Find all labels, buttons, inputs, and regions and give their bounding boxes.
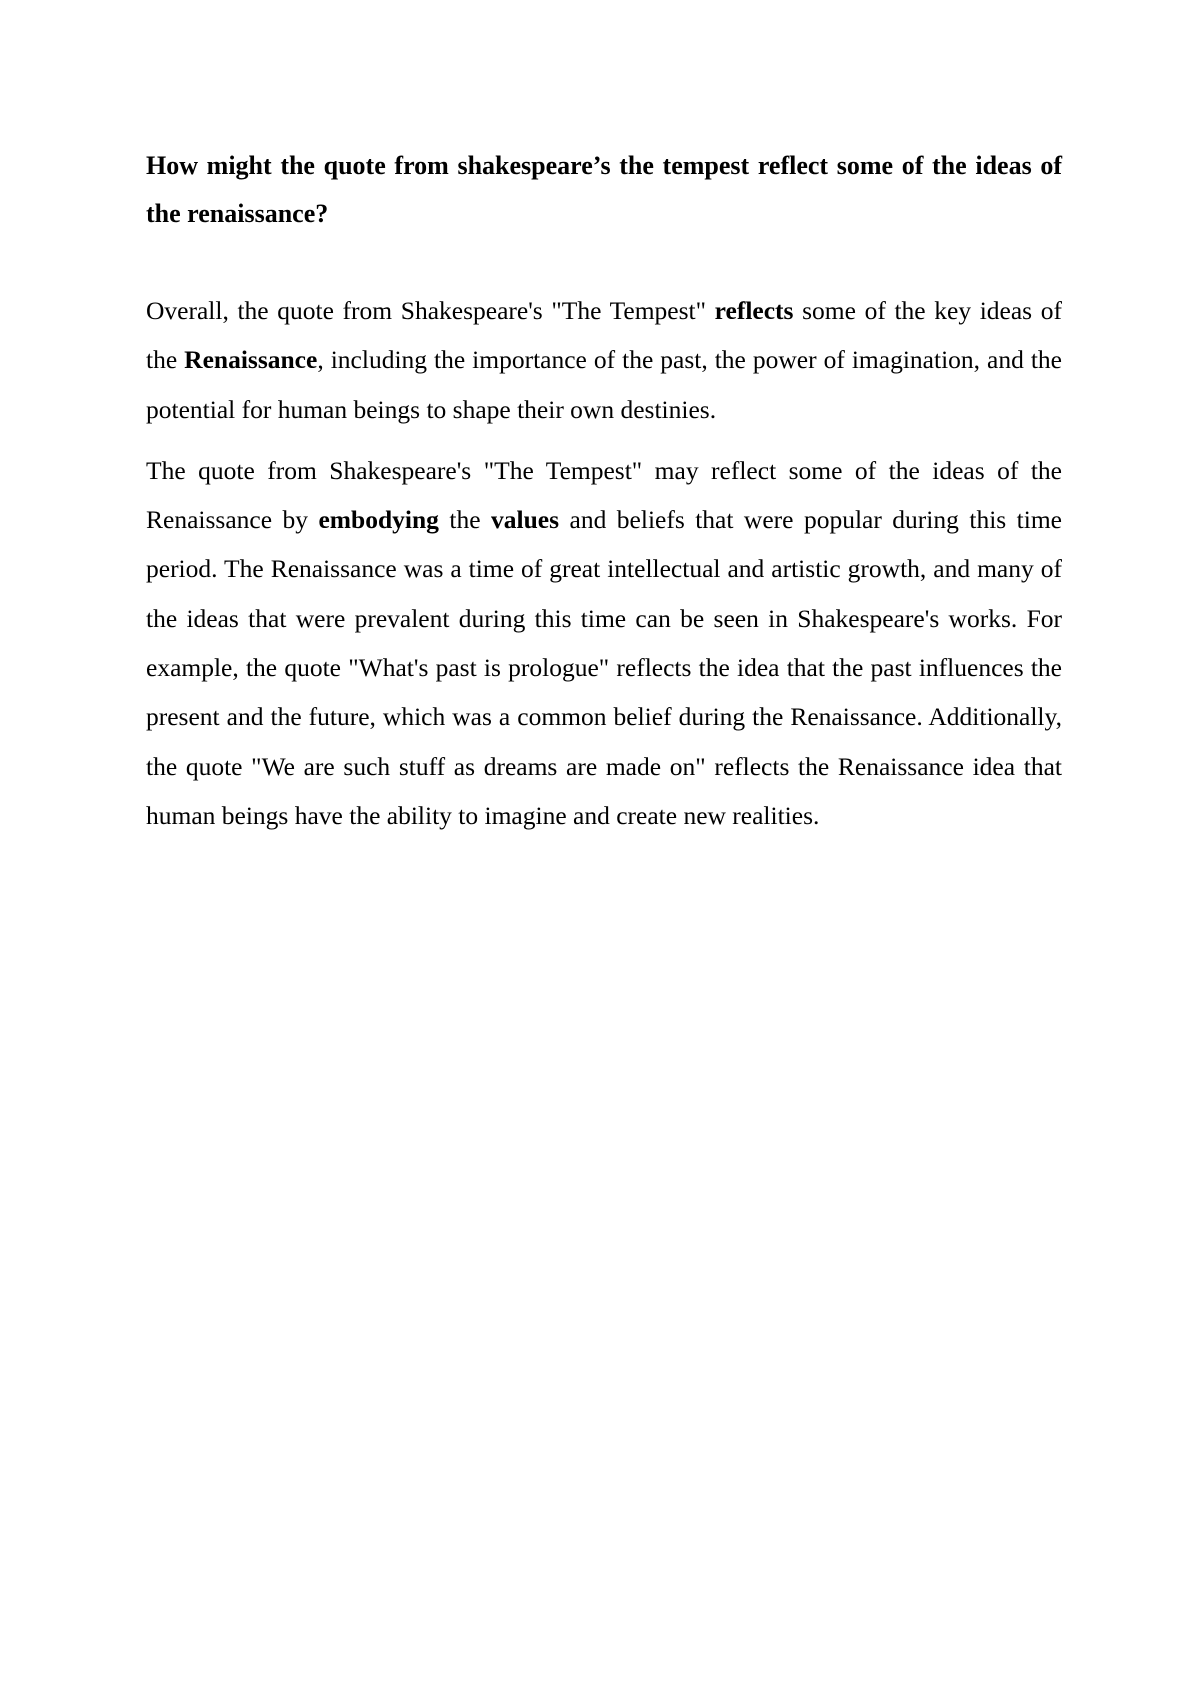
document-body <box>146 142 1062 840</box>
paragraph-text: some of the key ideas of the <box>146 296 1062 375</box>
paragraph-text: The quote from Shakespeare's "The Tempest" may reflect some of the ideas of the Renaissance by <box>146 455 1062 535</box>
bold-term-embodying: embodying <box>318 505 439 535</box>
paragraph-text: and beliefs that were popular during this time period. The Renaissance was a time of great intellectual and artistic growth, and many of the ideas that were prevalent during this time can be seen in Shakespeare's works. For example, the quote "What's past is prologue" reflects the idea that the past influences the present and the future, which was a common belief during the Renaissance. Additionally, the quote "We are such stuff as dreams are made on" reflects the Renaissance idea that human beings have the ability to imagine and create new realities. <box>146 505 1062 830</box>
paragraph-text: Overall, the quote from Shakespeare's "The Tempest" <box>146 296 715 325</box>
bold-term-reflects: reflects <box>714 296 794 325</box>
question-heading: How might the quote from shakespeare’s the tempest reflect some of the ideas of the renaissance? <box>146 151 1062 228</box>
bold-term-renaissance: Renaissance <box>184 345 318 375</box>
paragraph-summary <box>146 286 1062 434</box>
paragraph-explanation <box>146 446 1062 840</box>
bold-term-values: values <box>491 505 560 535</box>
paragraph-text: the <box>438 505 492 535</box>
paragraph-text: , including the importance of the past, the power of imagination, and the potential for human beings to shape their own destinies. <box>146 345 1062 424</box>
